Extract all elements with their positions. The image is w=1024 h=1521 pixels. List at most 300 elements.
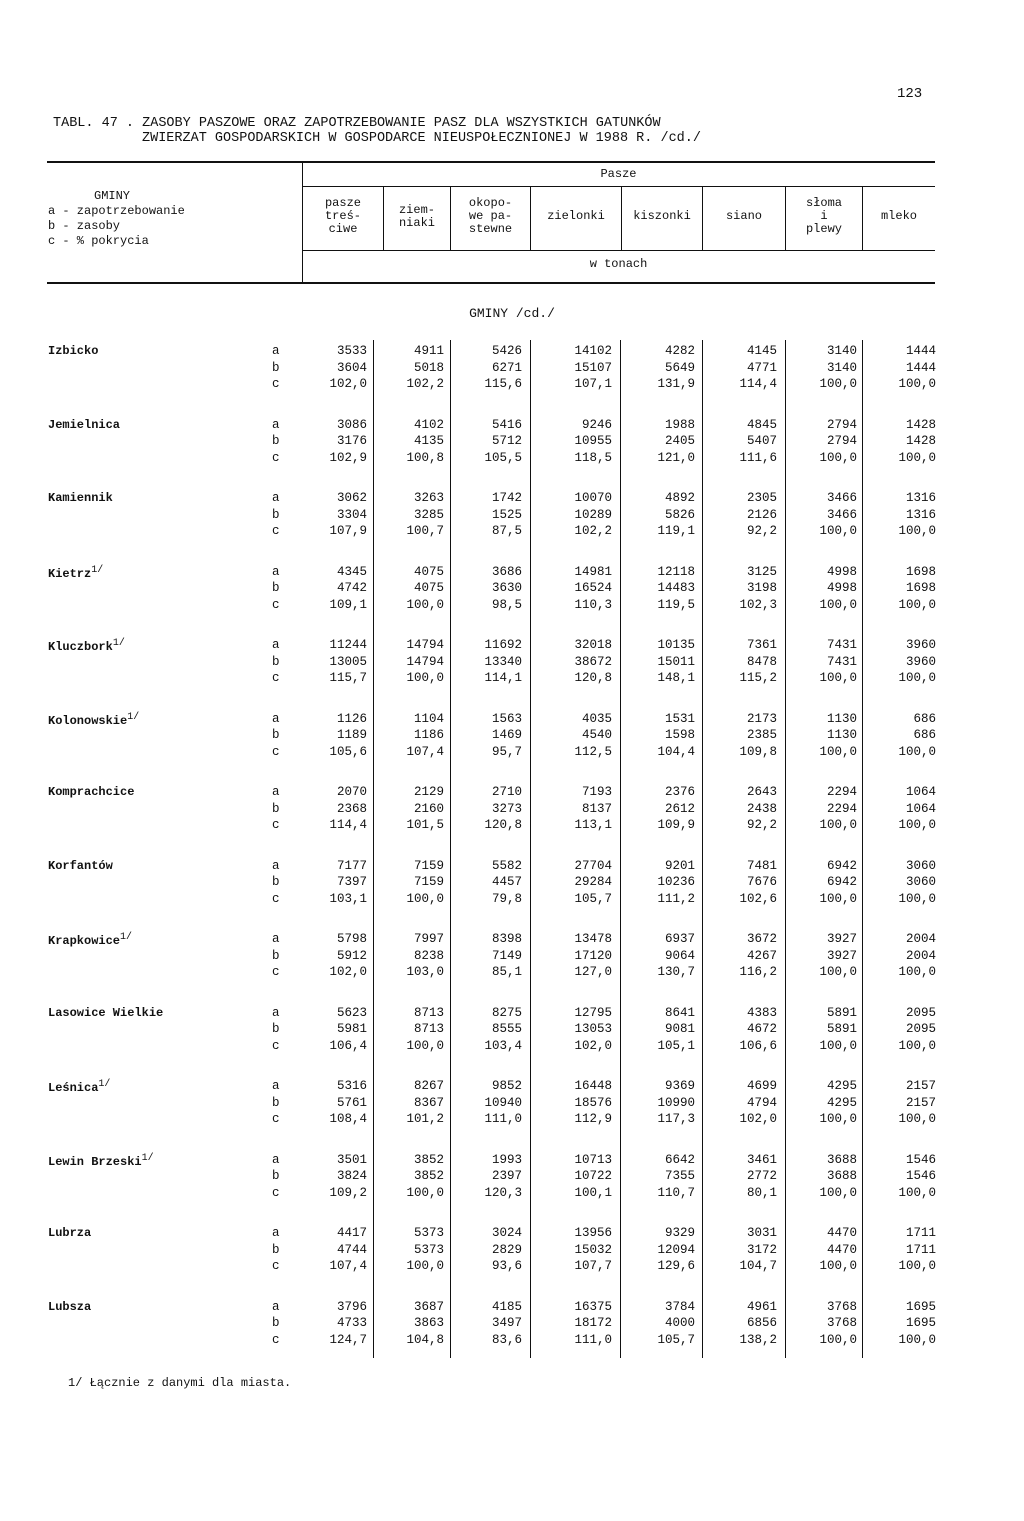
cell-sloma-i-plewy: 7431 — [826, 654, 857, 669]
cell-pasze-tresciwe: 3062 — [336, 491, 367, 505]
cell-okopowe: 5582 — [491, 858, 522, 873]
col-header-mleko: mleko — [880, 209, 917, 223]
gmina-name: Lubsza — [48, 1299, 92, 1314]
cell-sloma-i-plewy: 4998 — [826, 564, 857, 579]
cell-mleko: 1444 — [905, 344, 936, 358]
cell-mleko: 100,0 — [898, 1112, 936, 1126]
cell-pasze-tresciwe: 11244 — [329, 638, 367, 652]
table-row — [0, 949, 1024, 965]
row-code: b — [272, 1169, 280, 1183]
cell-ziemniaki: 100,0 — [406, 891, 444, 906]
cell-sloma-i-plewy: 4998 — [826, 581, 857, 595]
cell-sloma-i-plewy: 3927 — [826, 948, 857, 963]
cell-pasze-tresciwe: 7397 — [336, 875, 367, 889]
table-row — [0, 491, 1024, 507]
cell-siano: 4672 — [746, 1022, 777, 1036]
row-code: c — [272, 965, 280, 979]
cell-zielonki: 4540 — [581, 728, 612, 742]
cell-mleko: 100,0 — [898, 965, 936, 979]
cell-sloma-i-plewy: 3140 — [826, 344, 857, 358]
cell-siano: 92,2 — [746, 818, 777, 832]
cell-pasze-tresciwe: 3086 — [336, 417, 367, 432]
cell-kiszonki: 1598 — [664, 728, 695, 742]
cell-okopowe: 120,3 — [484, 1185, 522, 1200]
cell-kiszonki: 7355 — [664, 1169, 695, 1183]
cell-mleko: 100,0 — [898, 671, 936, 685]
cell-pasze-tresciwe: 3824 — [336, 1169, 367, 1183]
cell-sloma-i-plewy: 2794 — [826, 434, 857, 448]
cell-kiszonki: 6642 — [664, 1152, 695, 1167]
cell-siano: 2305 — [746, 491, 777, 505]
table-row — [0, 344, 1024, 360]
region-block — [0, 859, 1024, 907]
row-code: b — [272, 728, 280, 742]
cell-kiszonki: 1531 — [664, 711, 695, 726]
row-code: b — [272, 507, 280, 522]
gmina-name: Kamiennik — [48, 491, 113, 505]
cell-pasze-tresciwe: 4733 — [336, 1316, 367, 1330]
cell-mleko: 100,0 — [898, 818, 936, 832]
row-code: a — [272, 1226, 280, 1240]
cell-okopowe: 1563 — [491, 711, 522, 726]
cell-kiszonki: 10135 — [657, 638, 695, 652]
cell-zielonki: 18576 — [574, 1095, 612, 1110]
footnote-ref: 1/ — [112, 638, 125, 649]
table-row — [0, 1243, 1024, 1259]
cell-mleko: 1698 — [905, 581, 936, 595]
cell-kiszonki: 8641 — [664, 1005, 695, 1020]
row-code: b — [272, 1095, 280, 1110]
cell-kiszonki: 3784 — [664, 1299, 695, 1314]
cell-okopowe: 3273 — [491, 801, 522, 816]
cell-siano: 7676 — [746, 875, 777, 889]
row-code: c — [272, 1332, 280, 1347]
table-row — [0, 418, 1024, 434]
cell-siano: 4145 — [746, 344, 777, 358]
cell-kiszonki: 4282 — [664, 344, 695, 358]
pasze-header: Pasze — [600, 167, 637, 181]
gmina-name: Kluczbork$^{1/}$ — [48, 638, 125, 654]
cell-pasze-tresciwe: 1126 — [336, 711, 367, 726]
cell-siano: 8478 — [746, 654, 777, 669]
cell-siano: 116,2 — [739, 965, 777, 979]
cell-ziemniaki: 1186 — [413, 728, 444, 742]
row-code: a — [272, 638, 280, 652]
cell-siano: 109,8 — [739, 744, 777, 759]
cell-ziemniaki: 14794 — [406, 654, 444, 669]
cell-kiszonki: 119,1 — [657, 524, 695, 538]
cell-sloma-i-plewy: 6942 — [826, 858, 857, 873]
cell-zielonki: 10070 — [574, 491, 612, 505]
cell-ziemniaki: 7159 — [413, 858, 444, 873]
cell-ziemniaki: 8238 — [413, 948, 444, 963]
cell-okopowe: 115,6 — [484, 377, 522, 391]
row-code: b — [272, 581, 280, 595]
cell-zielonki: 102,2 — [574, 524, 612, 538]
cell-sloma-i-plewy: 100,0 — [819, 1112, 857, 1126]
header-tons-rule — [302, 250, 935, 251]
region-block — [0, 491, 1024, 539]
cell-okopowe: 5416 — [491, 417, 522, 432]
cell-sloma-i-plewy: 1130 — [826, 728, 857, 742]
cell-zielonki: 18172 — [574, 1316, 612, 1330]
row-code: b — [272, 948, 280, 963]
cell-pasze-tresciwe: 103,1 — [329, 891, 367, 906]
row-code: b — [272, 360, 280, 375]
cell-siano: 4794 — [746, 1095, 777, 1110]
cell-kiszonki: 6937 — [664, 932, 695, 946]
cell-zielonki: 110,3 — [574, 597, 612, 612]
region-block — [0, 565, 1024, 613]
cell-sloma-i-plewy: 7431 — [826, 638, 857, 652]
cell-zielonki: 127,0 — [574, 965, 612, 979]
cell-siano: 2438 — [746, 801, 777, 816]
col-header-pasze-tresciwe: pasze treś- ciwe — [324, 196, 361, 236]
cell-pasze-tresciwe: 114,4 — [329, 818, 367, 832]
cell-zielonki: 120,8 — [574, 671, 612, 685]
cell-pasze-tresciwe: 5623 — [336, 1005, 367, 1020]
cell-ziemniaki: 100,7 — [406, 524, 444, 538]
cell-sloma-i-plewy: 100,0 — [819, 1185, 857, 1200]
cell-mleko: 3060 — [905, 875, 936, 889]
row-code: c — [272, 1185, 280, 1200]
gmina-name: Krapkowice$^{1/}$ — [48, 932, 133, 948]
cell-okopowe: 1525 — [491, 507, 522, 522]
cell-ziemniaki: 3863 — [413, 1316, 444, 1330]
cell-kiszonki: 10236 — [657, 875, 695, 889]
row-code: a — [272, 932, 280, 946]
cell-sloma-i-plewy: 2794 — [826, 417, 857, 432]
cell-mleko: 100,0 — [898, 450, 936, 465]
table-row — [0, 1259, 1024, 1275]
table-row — [0, 655, 1024, 671]
cell-siano: 92,2 — [746, 524, 777, 538]
cell-sloma-i-plewy: 100,0 — [819, 965, 857, 979]
cell-siano: 3461 — [746, 1152, 777, 1167]
table-title-line-2: ZWIERZAT GOSPODARSKICH W GOSPODARCE NIEUSPOŁECZNIONEJ W 1988 R. /cd./ — [142, 131, 701, 146]
cell-okopowe: 87,5 — [491, 524, 522, 538]
cell-mleko: 3060 — [905, 858, 936, 873]
table-row — [0, 1096, 1024, 1112]
cell-ziemniaki: 100,0 — [406, 1259, 444, 1273]
cell-mleko: 100,0 — [898, 1332, 936, 1347]
cell-ziemniaki: 101,5 — [406, 818, 444, 832]
cell-mleko: 686 — [913, 728, 936, 742]
table-row — [0, 965, 1024, 981]
cell-mleko: 1695 — [905, 1316, 936, 1330]
cell-pasze-tresciwe: 3501 — [336, 1152, 367, 1167]
table-row — [0, 1022, 1024, 1038]
cell-zielonki: 9246 — [581, 417, 612, 432]
cell-sloma-i-plewy: 100,0 — [819, 524, 857, 538]
cell-ziemniaki: 3687 — [413, 1299, 444, 1314]
row-code: c — [272, 1038, 280, 1053]
cell-sloma-i-plewy: 6942 — [826, 875, 857, 889]
row-code: a — [272, 564, 280, 579]
cell-sloma-i-plewy: 3466 — [826, 507, 857, 522]
footnote-ref: 1/ — [98, 1079, 111, 1090]
cell-siano: 2772 — [746, 1169, 777, 1183]
row-code: b — [272, 654, 280, 669]
cell-sloma-i-plewy: 100,0 — [819, 891, 857, 906]
cell-kiszonki: 12094 — [657, 1242, 695, 1257]
cell-ziemniaki: 100,8 — [406, 450, 444, 465]
col-header-kiszonki: kiszonki — [633, 209, 691, 223]
cell-zielonki: 14981 — [574, 564, 612, 579]
cell-mleko: 1428 — [905, 417, 936, 432]
cell-pasze-tresciwe: 105,6 — [329, 744, 367, 759]
gmina-name: Izbicko — [48, 344, 99, 358]
cell-zielonki: 16524 — [574, 581, 612, 595]
cell-okopowe: 1742 — [491, 491, 522, 505]
cell-pasze-tresciwe: 102,9 — [329, 450, 367, 465]
cell-kiszonki: 110,7 — [657, 1185, 695, 1200]
cell-kiszonki: 2405 — [664, 434, 695, 448]
cell-sloma-i-plewy: 3140 — [826, 360, 857, 375]
cell-ziemniaki: 7159 — [413, 875, 444, 889]
cell-mleko: 1428 — [905, 434, 936, 448]
cell-mleko: 100,0 — [898, 524, 936, 538]
cell-sloma-i-plewy: 4470 — [826, 1226, 857, 1240]
cell-zielonki: 27704 — [574, 858, 612, 873]
region-block — [0, 418, 1024, 466]
cell-sloma-i-plewy: 3688 — [826, 1169, 857, 1183]
cell-sloma-i-plewy: 2294 — [826, 785, 857, 799]
col-header-sloma: słoma i plewy — [805, 196, 842, 236]
cell-sloma-i-plewy: 3466 — [826, 491, 857, 505]
cell-mleko: 2095 — [905, 1005, 936, 1020]
in-tons-label: w tonach — [589, 257, 648, 271]
cell-pasze-tresciwe: 115,7 — [329, 671, 367, 685]
cell-pasze-tresciwe: 109,2 — [329, 1185, 367, 1200]
cell-ziemniaki: 14794 — [406, 638, 444, 652]
region-block — [0, 1153, 1024, 1201]
cell-sloma-i-plewy: 5891 — [826, 1005, 857, 1020]
cell-pasze-tresciwe: 109,1 — [329, 597, 367, 612]
row-code: c — [272, 597, 280, 612]
row-code: a — [272, 1079, 280, 1093]
cell-pasze-tresciwe: 1189 — [336, 728, 367, 742]
gmina-name: Kietrz$^{1/}$ — [48, 564, 104, 581]
cell-mleko: 1064 — [905, 801, 936, 816]
cell-siano: 3125 — [746, 564, 777, 579]
row-code: a — [272, 858, 280, 873]
cell-kiszonki: 1988 — [664, 417, 695, 432]
cell-okopowe: 98,5 — [491, 597, 522, 612]
cell-ziemniaki: 4075 — [413, 581, 444, 595]
table-row — [0, 1006, 1024, 1022]
cell-okopowe: 2397 — [491, 1169, 522, 1183]
cell-sloma-i-plewy: 4295 — [826, 1095, 857, 1110]
region-block — [0, 785, 1024, 833]
cell-zielonki: 105,7 — [574, 891, 612, 906]
row-code: c — [272, 744, 280, 759]
region-block — [0, 1226, 1024, 1274]
row-code: c — [272, 1112, 280, 1126]
cell-zielonki: 107,7 — [574, 1259, 612, 1273]
table-row — [0, 802, 1024, 818]
cell-okopowe: 4185 — [491, 1299, 522, 1314]
row-code: c — [272, 450, 280, 465]
cell-pasze-tresciwe: 102,0 — [329, 377, 367, 391]
cell-kiszonki: 109,9 — [657, 818, 695, 832]
cell-zielonki: 10289 — [574, 507, 612, 522]
table-row — [0, 1186, 1024, 1202]
cell-siano: 4267 — [746, 948, 777, 963]
cell-ziemniaki: 3852 — [413, 1152, 444, 1167]
table-row — [0, 1333, 1024, 1349]
cell-ziemniaki: 100,0 — [406, 1185, 444, 1200]
col-header-ziemniaki: ziem- niaki — [398, 203, 435, 230]
row-code: b — [272, 801, 280, 816]
cell-pasze-tresciwe: 3604 — [336, 360, 367, 375]
table-title-line-1: TABL. 47 . ZASOBY PASZOWE ORAZ ZAPOTRZEBOWANIE PASZ DLA WSZYSTKICH GATUNKÓW — [53, 116, 661, 131]
cell-zielonki: 107,1 — [574, 377, 612, 391]
cell-sloma-i-plewy: 100,0 — [819, 1038, 857, 1053]
cell-sloma-i-plewy: 3927 — [826, 932, 857, 946]
cell-okopowe: 79,8 — [491, 891, 522, 906]
cell-mleko: 686 — [913, 711, 936, 726]
cell-zielonki: 112,5 — [574, 744, 612, 759]
cell-mleko: 1546 — [905, 1152, 936, 1167]
cell-zielonki: 10722 — [574, 1169, 612, 1183]
cell-okopowe: 111,0 — [484, 1112, 522, 1126]
cell-sloma-i-plewy: 1130 — [826, 711, 857, 726]
cell-siano: 106,6 — [739, 1038, 777, 1053]
gmina-name: Lewin Brzeski$^{1/}$ — [48, 1152, 154, 1169]
gmina-name: Kolonowskie$^{1/}$ — [48, 711, 140, 728]
cell-siano: 3172 — [746, 1242, 777, 1257]
cell-zielonki: 111,0 — [574, 1332, 612, 1347]
cell-pasze-tresciwe: 124,7 — [329, 1332, 367, 1347]
cell-siano: 7481 — [746, 858, 777, 873]
cell-zielonki: 118,5 — [574, 450, 612, 465]
cell-siano: 104,7 — [739, 1259, 777, 1273]
cell-siano: 3198 — [746, 581, 777, 595]
cell-ziemniaki: 2129 — [413, 785, 444, 799]
cell-okopowe: 3686 — [491, 564, 522, 579]
page-number: 123 — [897, 86, 923, 102]
cell-kiszonki: 121,0 — [657, 450, 695, 465]
table-row — [0, 638, 1024, 654]
cell-zielonki: 16448 — [574, 1079, 612, 1093]
cell-siano: 115,2 — [739, 671, 777, 685]
cell-kiszonki: 119,5 — [657, 597, 695, 612]
cell-okopowe: 2710 — [491, 785, 522, 799]
cell-pasze-tresciwe: 7177 — [336, 858, 367, 873]
table-row — [0, 581, 1024, 597]
cell-siano: 3672 — [746, 932, 777, 946]
cell-zielonki: 113,1 — [574, 818, 612, 832]
cell-ziemniaki: 3852 — [413, 1169, 444, 1183]
cell-okopowe: 105,5 — [484, 450, 522, 465]
cell-okopowe: 103,4 — [484, 1038, 522, 1053]
cell-ziemniaki: 100,0 — [406, 597, 444, 612]
cell-mleko: 100,0 — [898, 1185, 936, 1200]
cell-sloma-i-plewy: 100,0 — [819, 1332, 857, 1347]
col-header-siano: siano — [725, 209, 762, 223]
cell-mleko: 1444 — [905, 360, 936, 375]
cell-ziemniaki: 4102 — [413, 417, 444, 432]
cell-zielonki: 10713 — [574, 1152, 612, 1167]
cell-kiszonki: 9329 — [664, 1226, 695, 1240]
table-row — [0, 598, 1024, 614]
cell-ziemniaki: 8713 — [413, 1022, 444, 1036]
cell-sloma-i-plewy: 100,0 — [819, 597, 857, 612]
cell-okopowe: 5712 — [491, 434, 522, 448]
cell-siano: 4699 — [746, 1079, 777, 1093]
cell-mleko: 1316 — [905, 491, 936, 505]
cell-ziemniaki: 5373 — [413, 1226, 444, 1240]
gmina-name: Lasowice Wielkie — [48, 1005, 164, 1020]
cell-mleko: 100,0 — [898, 1038, 936, 1053]
cell-pasze-tresciwe: 5912 — [336, 948, 367, 963]
row-code: a — [272, 1299, 280, 1314]
cell-zielonki: 13053 — [574, 1022, 612, 1036]
cell-kiszonki: 5826 — [664, 507, 695, 522]
cell-mleko: 2095 — [905, 1022, 936, 1036]
cell-mleko: 2157 — [905, 1095, 936, 1110]
cell-kiszonki: 9369 — [664, 1079, 695, 1093]
footnote-ref: 1/ — [91, 564, 104, 576]
table-row — [0, 451, 1024, 467]
footnote: 1/ Łącznie z danymi dla miasta. — [68, 1376, 292, 1390]
cell-siano: 2643 — [746, 785, 777, 799]
cell-siano: 7361 — [746, 638, 777, 652]
cell-pasze-tresciwe: 106,4 — [329, 1038, 367, 1053]
table-row — [0, 1169, 1024, 1185]
cell-sloma-i-plewy: 5891 — [826, 1022, 857, 1036]
header-top-rule — [47, 161, 935, 163]
table-row — [0, 1079, 1024, 1095]
table-row — [0, 377, 1024, 393]
cell-zielonki: 7193 — [581, 785, 612, 799]
table-row — [0, 671, 1024, 687]
cell-sloma-i-plewy: 3768 — [826, 1316, 857, 1330]
cell-pasze-tresciwe: 5761 — [336, 1095, 367, 1110]
footnote-ref: 1/ — [141, 1152, 154, 1164]
table-row — [0, 508, 1024, 524]
cell-zielonki: 14102 — [574, 344, 612, 358]
cell-mleko: 2004 — [905, 948, 936, 963]
row-code: a — [272, 711, 280, 726]
table-row — [0, 524, 1024, 540]
cell-okopowe: 1993 — [491, 1152, 522, 1167]
cell-pasze-tresciwe: 5798 — [336, 932, 367, 946]
table-row — [0, 818, 1024, 834]
cell-ziemniaki: 102,2 — [406, 377, 444, 391]
cell-okopowe: 3024 — [491, 1226, 522, 1240]
table-row — [0, 1112, 1024, 1128]
cell-pasze-tresciwe: 5316 — [336, 1079, 367, 1093]
row-code: a — [272, 344, 280, 358]
cell-kiszonki: 117,3 — [657, 1112, 695, 1126]
cell-siano: 2173 — [746, 711, 777, 726]
cell-kiszonki: 14483 — [657, 581, 695, 595]
cell-okopowe: 8555 — [491, 1022, 522, 1036]
cell-siano: 111,6 — [739, 450, 777, 465]
cell-pasze-tresciwe: 2368 — [336, 801, 367, 816]
table-row — [0, 745, 1024, 761]
cell-siano: 2385 — [746, 728, 777, 742]
cell-okopowe: 83,6 — [491, 1332, 522, 1347]
cell-ziemniaki: 7997 — [413, 932, 444, 946]
cell-okopowe: 10940 — [484, 1095, 522, 1110]
cell-okopowe: 85,1 — [491, 965, 522, 979]
table-row — [0, 932, 1024, 948]
cell-mleko: 100,0 — [898, 377, 936, 391]
cell-zielonki: 4035 — [581, 711, 612, 726]
